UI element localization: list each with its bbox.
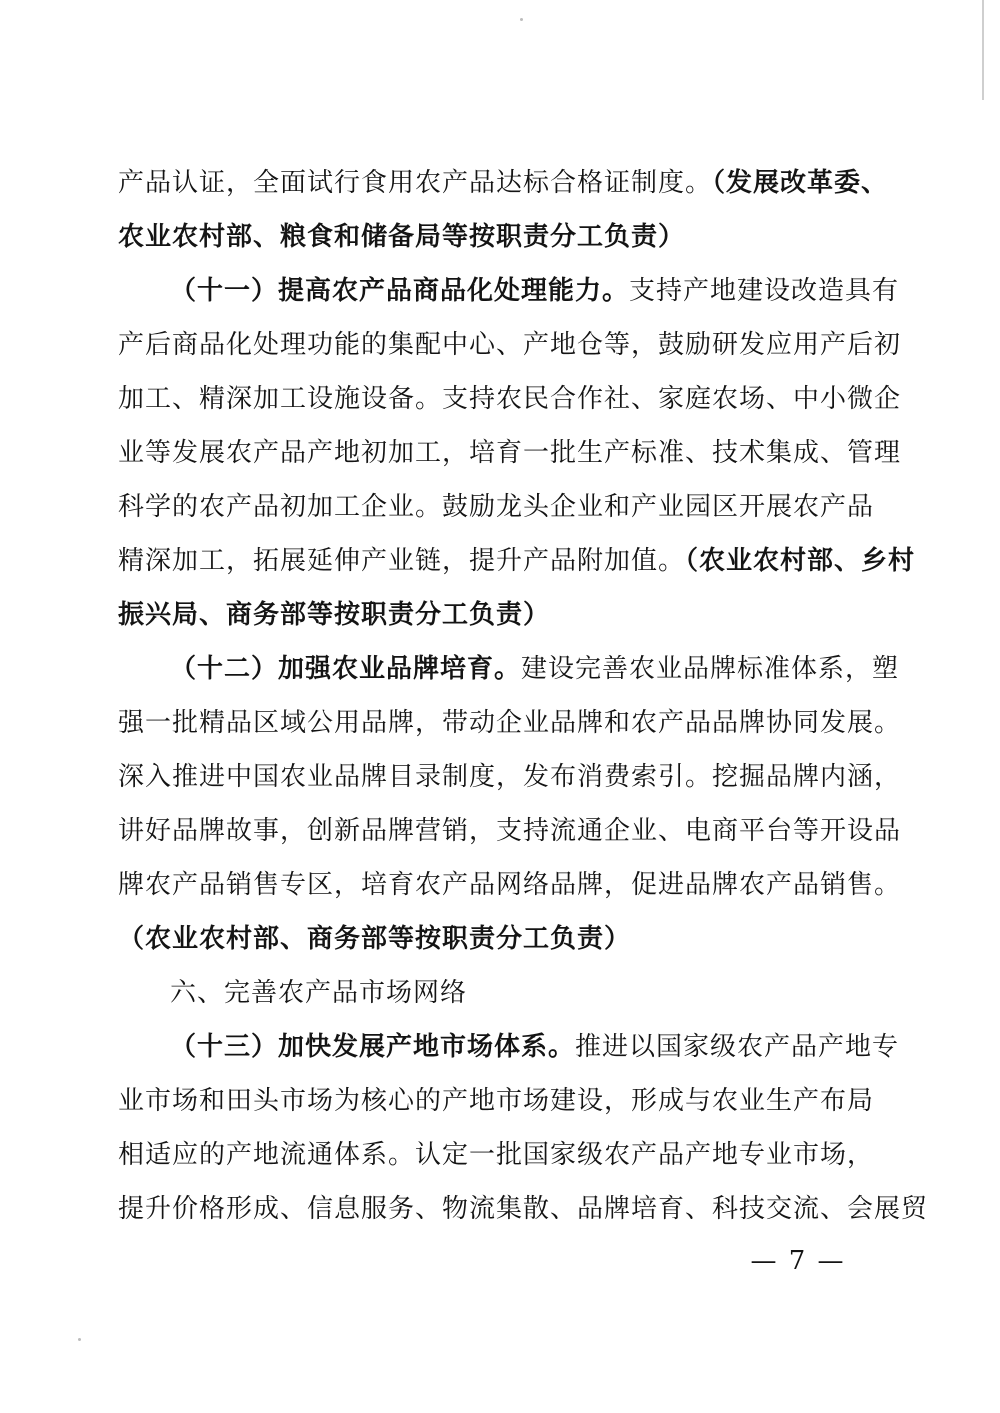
text-run: 产品认证，全面试行食用农产品达标合格证制度。 [118,168,713,198]
text-run: 业市场和田头市场为核心的产地市场建设，形成与农业生产布局 [118,1086,875,1116]
text-line [118,1128,875,1182]
text-line [118,804,902,858]
page-number: — 7 — [750,1246,846,1276]
text-line [118,1074,875,1128]
text-line [118,750,902,804]
bold-text-run: （农业农村部、商务部等按职责分工负责） [118,924,632,954]
text-run: 支持产地建设改造具有 [629,276,900,306]
text-line [118,1020,900,1074]
text-run: 相适应的产地流通体系。认定一批国家级农产品产地专业市场， [118,1140,875,1170]
text-run: 推进以国家级农产品产地专 [575,1032,900,1062]
text-run: 深入推进中国农业品牌目录制度，发布消费索引。挖掘品牌内涵， [118,762,902,792]
text-run: 讲好品牌故事，创新品牌营销，支持流通企业、电商平台等开设品 [118,816,902,846]
text-line [118,264,900,318]
text-line [118,480,875,534]
text-run: 业等发展农产品产地初加工，培育一批生产标准、技术集成、管理 [118,438,902,468]
text-line [118,318,902,372]
scan-speck [78,1338,81,1341]
text-line [118,588,858,642]
text-line [118,642,900,696]
text-line [118,966,858,1020]
document-body [118,156,929,1236]
text-run: 加工、精深加工设施设备。支持农民合作社、家庭农场、中小微企 [118,384,902,414]
scan-speck [520,18,523,21]
text-run: 提升价格形成、信息服务、物流集散、品牌培育、科技交流、会展贸 [118,1194,929,1224]
bold-text-run: （发展改革委、 [712,168,889,198]
text-line [118,912,858,966]
bold-text-run: （十二）加强农业品牌培育。 [170,654,522,684]
text-line [118,210,858,264]
text-line [118,858,902,912]
text-line [118,426,902,480]
text-run: 科学的农产品初加工企业。鼓励龙头企业和产业园区开展农产品 [118,492,875,522]
text-line [118,534,916,588]
text-line [118,372,902,426]
bold-text-run: （农业农村部、乡村 [685,546,916,576]
scan-edge-mark [982,0,984,100]
text-line [118,1182,929,1236]
text-line [118,696,902,750]
text-run: 精深加工，拓展延伸产业链，提升产品附加值。 [118,546,686,576]
text-line [118,156,889,210]
text-run: 产后商品化处理功能的集配中心、产地仓等，鼓励研发应用产后初 [118,330,902,360]
bold-text-run: 振兴局、商务部等按职责分工负责） [118,600,551,630]
text-run: 建设完善农业品牌标准体系，塑 [521,654,900,684]
text-run: 强一批精品区域公用品牌，带动企业品牌和农产品品牌协同发展。 [118,708,902,738]
bold-text-run: （十一）提高农产品商品化处理能力。 [170,276,630,306]
text-run: 牌农产品销售专区，培育农产品网络品牌，促进品牌农产品销售。 [118,870,902,900]
bold-text-run: （十三）加快发展产地市场体系。 [170,1032,576,1062]
bold-text-run: 农业农村部、粮食和储备局等按职责分工负责） [118,222,686,252]
text-run: 六、完善农产品市场网络 [170,978,468,1008]
